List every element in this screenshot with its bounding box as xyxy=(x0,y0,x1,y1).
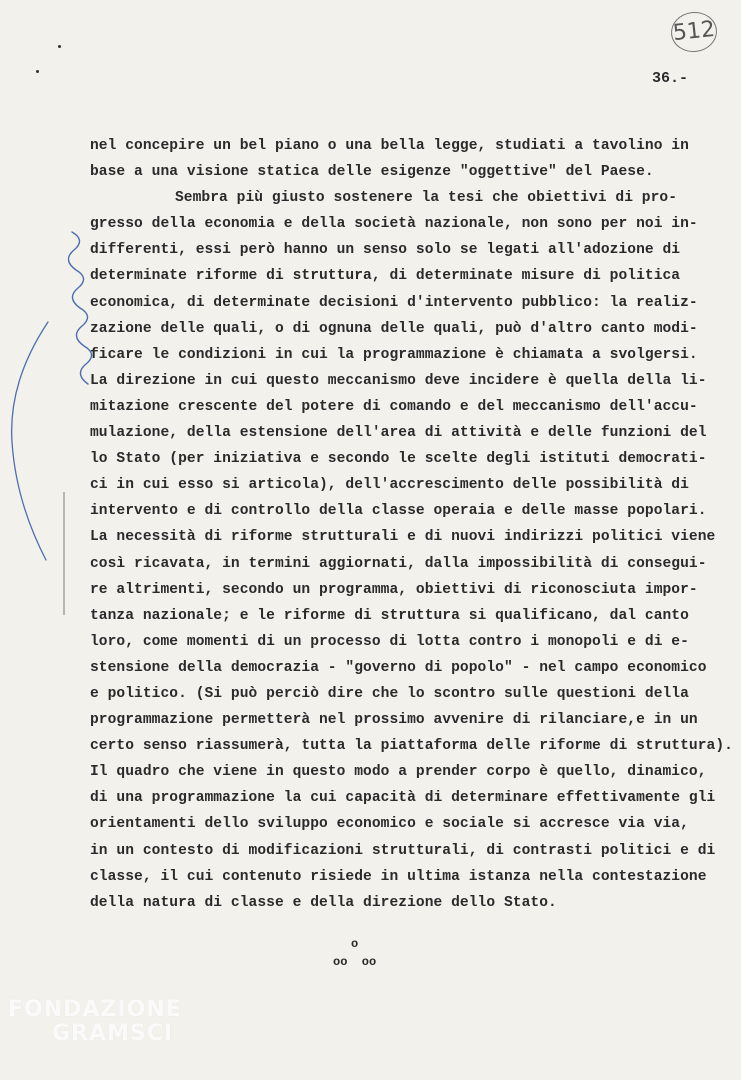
text-line: economica, di determinate decisioni d'intervento pubblico: la realiz- xyxy=(90,294,698,311)
text-line: La direzione in cui questo meccanismo deve incidere è quella della li- xyxy=(90,372,707,389)
fondazione-gramsci-watermark xyxy=(8,998,182,1046)
ornament-bottom: oo oo xyxy=(333,955,377,969)
page-number: 36.- xyxy=(652,70,689,87)
text-line: gresso della economia e della società nazionale, non sono per noi in- xyxy=(90,216,698,233)
text-line: mulazione, della estensione dell'area di attività e delle funzioni del xyxy=(90,425,707,442)
text-line: La necessità di riforme strutturali e di nuovi indirizzi politici viene xyxy=(90,529,716,546)
text-line: programmazione permetterà nel prossimo avvenire di rilanciare,e in un xyxy=(90,712,698,729)
text-line: così ricavata, in termini aggiornati, dalla impossibilità di consegui- xyxy=(90,555,707,572)
text-line: stensione della democrazia - "governo di popolo" - nel campo economico xyxy=(90,659,707,676)
text-line: tanza nazionale; e le riforme di struttura si qualificano, dal canto xyxy=(90,607,689,624)
text-line: determinate riforme di struttura, di determinate misure di politica xyxy=(90,268,681,285)
text-line: e politico. (Si può perciò dire che lo scontro sulle questioni della xyxy=(90,685,689,702)
text-line: ci in cui esso si articola), dell'accrescimento delle possibilità di xyxy=(90,477,689,494)
ornament-top: o xyxy=(351,937,359,951)
text-line: base a una visione statica delle esigenze "oggettive" del Paese. xyxy=(90,164,654,181)
text-line: classe, il cui contenuto risiede in ultima istanza nella contestazione xyxy=(90,868,707,885)
text-line: Il quadro che viene in questo modo a prender corpo è quello, dinamico, xyxy=(90,764,707,781)
text-line: nel concepire un bel piano o una bella legge, studiati a tavolino in xyxy=(90,138,689,154)
text-line: zazione delle quali, o di ognuna delle quali, può d'altro canto modi- xyxy=(90,320,698,337)
text-line: differenti, essi però hanno un senso solo se legati all'adozione di xyxy=(90,242,681,259)
text-line: in un contesto di modificazioni strutturali, di contrasti politici e di xyxy=(90,842,716,859)
text-line: di una programmazione la cui capacità di determinare effettivamente gli xyxy=(90,790,716,807)
text-line: loro, come momenti di un processo di lotta contro i monopoli e di e- xyxy=(90,633,689,650)
margin-bracket-mark xyxy=(68,232,91,384)
body-text xyxy=(90,133,733,916)
watermark-line-1: FONDAZIONE xyxy=(8,997,182,1022)
text-line: intervento e di controllo della classe operaia e delle masse popolari. xyxy=(90,503,707,520)
watermark-line-2: GRAMSCI xyxy=(52,1021,174,1046)
section-ornament xyxy=(333,935,376,971)
text-line: orientamenti dello sviluppo economico e sociale si accresce via via, xyxy=(90,816,689,833)
text-line: certo senso riassumerà, tutta la piattaforma delle riforme di struttura). xyxy=(90,738,733,755)
text-line: re altrimenti, secondo un programma, obiettivi di riconosciuta impor- xyxy=(90,581,698,598)
margin-line-mark xyxy=(12,322,48,560)
text-line: lo Stato (per iniziativa e secondo le scelte degli istituti democrati- xyxy=(90,451,707,468)
text-line: della natura di classe e della direzione dello Stato. xyxy=(90,894,557,911)
text-line: ficare le condizioni in cui la programmazione è chiamata a svolgersi. xyxy=(90,346,698,363)
text-line: mitazione crescente del potere di comando e del meccanismo dell'accu- xyxy=(90,398,698,415)
archive-number-stamp: 512 xyxy=(669,10,719,55)
text-line: Sembra più giusto sostenere la tesi che obiettivi di pro- xyxy=(175,190,678,207)
